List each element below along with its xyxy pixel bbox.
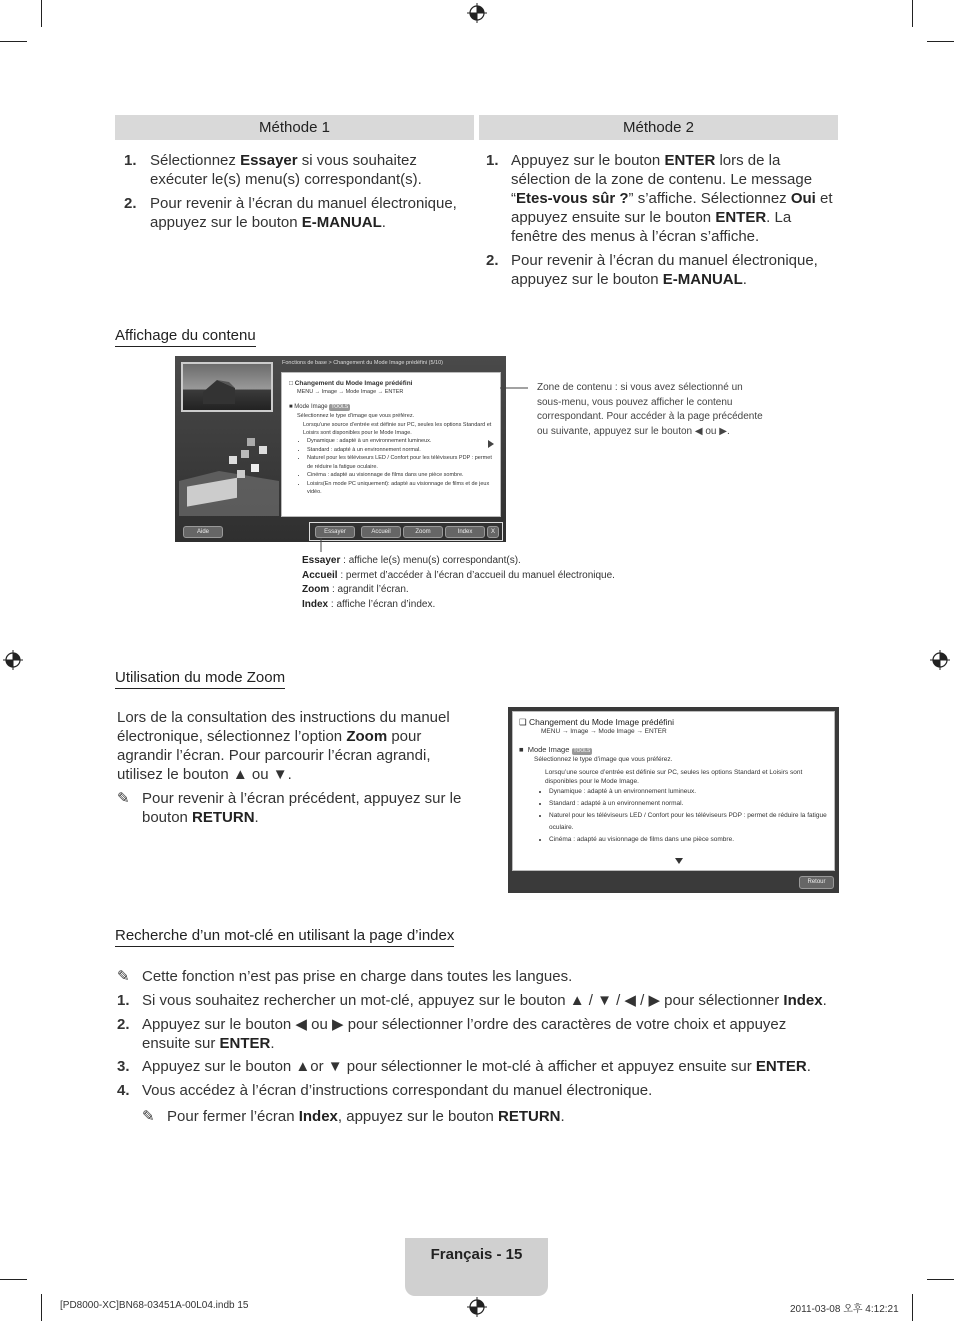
crop-mark bbox=[927, 41, 954, 42]
barn-photo-icon bbox=[183, 364, 271, 410]
panel-bullet-item: • Loisirs(En mode PC uniquement): adapté au visionnage de films et de jeux vidéo. bbox=[307, 480, 493, 497]
content-zone-callout: Zone de contenu : si vous avez sélectionné un sous-menu, vous pouvez afficher le contenu correspondant. Pour accéder à la page précédente ou suivante, appuyez sur le bouton ◀ ou ▶. bbox=[537, 382, 763, 437]
index-step: 3. Appuyez sur le bouton ▲or ▼ pour sélectionner le mot-clé à afficher et appuyez ensuite sur ENTER. bbox=[117, 1058, 811, 1075]
zoom-bullets bbox=[549, 786, 828, 846]
zoom-body-text: Lors de la consultation des instructions du manuel électronique, sélectionnez l’option Zoom pour agrandir l’écran. Pour parcourir l’écran agrandi, utilisez le bouton ▲ ou ▼. bbox=[117, 709, 450, 783]
method-2-header: Méthode 2 bbox=[479, 115, 838, 140]
section-title-index: Recherche d’un mot-clé en utilisant la page d’index bbox=[115, 927, 454, 947]
zoom-bullet-item: • Dynamique : adapté à un environnement lumineux. bbox=[549, 786, 828, 798]
crop-mark bbox=[912, 0, 913, 27]
crop-mark bbox=[927, 1279, 954, 1280]
index-step: 2. Appuyez sur le bouton ◀ ou ▶ pour sélectionner l’ordre des caractères de votre choix et appuyez ensuite sur ENTER. bbox=[117, 1016, 787, 1052]
essayer-button[interactable]: Essayer bbox=[315, 526, 355, 538]
section-title-zoom: Utilisation du mode Zoom bbox=[115, 669, 285, 689]
page-number-label: Français - 15 bbox=[430, 1246, 523, 1263]
panel-mode-image: ■ Mode Image TOOLS bbox=[289, 404, 349, 410]
method-1-step: 1. Sélectionnez Essayer si vous souhaitez exécuter le(s) menu(s) correspondant(s). bbox=[124, 151, 474, 189]
method-2-step-text: Pour revenir à l’écran du manuel électronique, appuyez sur le bouton E-MANUAL. bbox=[511, 252, 818, 288]
legend-pointer-line bbox=[318, 538, 324, 552]
method-2-step: 1. Appuyez sur le bouton ENTER lors de la sélection de la zone de contenu. Le message “Etes-vous sûr ?” s’affiche. Sélectionnez Oui et appuyez ensuite sur le bouton ENTER. La fenêtre des menus à l’écran s’affiche. bbox=[486, 151, 836, 246]
panel-bullet-item: • Dynamique : adapté à un environnement lumineux. bbox=[307, 437, 493, 446]
zoom-content-panel[interactable] bbox=[512, 711, 835, 871]
zoom-bullet-item: • Standard : adapté à un environnement normal. bbox=[549, 798, 828, 810]
note-pencil-icon: ✎ bbox=[117, 968, 130, 985]
date-info: 2011-03-08 오후 4:12:21 bbox=[790, 1304, 899, 1315]
accueil-button[interactable]: Accueil bbox=[361, 526, 401, 538]
file-info: [PD8000-XC]BN68-03451A-00L04.indb 15 bbox=[60, 1300, 249, 1311]
method-1-step-text: Sélectionnez Essayer si vous souhaitez exécuter le(s) menu(s) correspondant(s). bbox=[150, 152, 422, 188]
emanual-graphic-icon bbox=[179, 426, 279, 516]
zoom-bullet-item: • Cinéma : adapté au visionnage de films dans une pièce sombre. bbox=[549, 834, 828, 846]
crop-mark bbox=[41, 0, 42, 27]
panel-path: MENU → Image → Mode Image → ENTER bbox=[297, 389, 404, 395]
legend-item: Index : affiche l’écran d’index. bbox=[302, 598, 436, 610]
next-page-arrow-icon[interactable] bbox=[488, 440, 494, 448]
method-2-step: 2. Pour revenir à l’écran du manuel électronique, appuyez sur le bouton E-MANUAL. bbox=[486, 251, 836, 289]
method-1-step: 2. Pour revenir à l’écran du manuel électronique, appuyez sur le bouton E-MANUAL. bbox=[124, 194, 474, 232]
panel-note: Lorsqu’une source d’entrée est définie sur PC, seules les options Standard et Loisirs sont disponibles pour le Mode Image. bbox=[303, 422, 492, 436]
thumbnail-image bbox=[181, 362, 273, 412]
crop-mark bbox=[912, 1294, 913, 1321]
crop-mark bbox=[41, 1294, 42, 1321]
panel-bullet-item: • Naturel pour les téléviseurs LED / Confort pour les téléviseurs PDP : permet de réduire la fatigue oculaire. bbox=[307, 454, 493, 471]
panel-select-type: Sélectionnez le type d’image que vous préférez. bbox=[297, 413, 415, 419]
crop-mark bbox=[0, 1279, 27, 1280]
registration-mark-icon bbox=[467, 3, 487, 23]
retour-button[interactable]: Retour bbox=[799, 876, 834, 889]
legend-item: Essayer : affiche le(s) menu(s) correspondant(s). bbox=[302, 555, 521, 566]
panel-bullet-item: • Cinéma : adapté au visionnage de films dans une pièce sombre. bbox=[307, 471, 493, 480]
method-1-step-text: Pour revenir à l’écran du manuel électronique, appuyez sur le bouton E-MANUAL. bbox=[150, 195, 457, 231]
legend-item: Zoom : agrandit l’écran. bbox=[302, 584, 409, 595]
panel-bullet-item: • Standard : adapté à un environnement normal. bbox=[307, 446, 493, 455]
registration-mark-icon bbox=[3, 650, 23, 670]
content-area-panel[interactable] bbox=[281, 372, 501, 517]
registration-mark-icon bbox=[467, 1297, 487, 1317]
method-1-header: Méthode 1 bbox=[115, 115, 474, 140]
aide-button[interactable]: Aide bbox=[183, 526, 223, 538]
zoom-note: Lorsqu’une source d’entrée est définie sur PC, seules les options Standard et Loisirs sont disponibles pour le Mode Image. bbox=[545, 769, 803, 785]
callout-line bbox=[500, 385, 530, 391]
zoom-button[interactable]: Zoom bbox=[403, 526, 443, 538]
index-note bbox=[117, 967, 837, 986]
method-2-step-text: Appuyez sur le bouton ENTER lors de la sélection de la zone de contenu. Le message “Etes-vous sûr ?” s’affiche. Sélectionnez Oui et appuyez ensuite sur le bouton ENTER. La fenêtre des menus à l’écran s’affiche. bbox=[511, 152, 833, 245]
index-sub-note-text: Pour fermer l’écran Index, appuyez sur le bouton RETURN. bbox=[167, 1108, 565, 1125]
index-button[interactable]: Index bbox=[445, 526, 485, 538]
index-step: 4. Vous accédez à l’écran d’instructions correspondant du manuel électronique. bbox=[117, 1082, 653, 1099]
zoom-screen-mockup bbox=[508, 707, 839, 893]
zoom-panel-path: MENU → Image → Mode Image → ENTER bbox=[541, 728, 667, 735]
section-title-content: Affichage du contenu bbox=[115, 327, 256, 347]
index-note-text: Cette fonction n’est pas prise en charge dans toutes les langues. bbox=[142, 968, 573, 985]
zoom-panel-title: ❑ Changement du Mode Image prédéfini bbox=[519, 717, 675, 727]
crop-mark bbox=[0, 41, 27, 42]
zoom-note-text: Pour revenir à l’écran précédent, appuyez sur le bouton RETURN. bbox=[142, 790, 462, 826]
zoom-mode-image: ■ Mode Image TOOLS bbox=[519, 745, 591, 754]
index-sub-note bbox=[142, 1107, 842, 1126]
zoom-select-type: Sélectionnez le type d’image que vous préférez. bbox=[534, 756, 673, 763]
buttons-legend bbox=[302, 554, 722, 612]
note-pencil-icon: ✎ bbox=[117, 790, 130, 807]
close-button[interactable]: X bbox=[487, 526, 499, 538]
screen-breadcrumb: Fonctions de base > Changement du Mode Image prédéfini (5/10) bbox=[282, 360, 443, 366]
panel-title: □ Changement du Mode Image prédéfini bbox=[289, 380, 413, 387]
zoom-bullet-item: • Naturel pour les téléviseurs LED / Confort pour les téléviseurs PDP : permet de réduire la fatigue oculaire. bbox=[549, 810, 828, 834]
panel-bullets bbox=[307, 437, 493, 497]
registration-mark-icon bbox=[930, 650, 950, 670]
zoom-note bbox=[117, 789, 477, 827]
legend-item: Accueil : permet d’accéder à l’écran d’accueil du manuel électronique. bbox=[302, 569, 615, 581]
note-pencil-icon: ✎ bbox=[142, 1108, 155, 1125]
index-step: 1. Si vous souhaitez rechercher un mot-clé, appuyez sur le bouton ▲ / ▼ / ◀ / ▶ pour sélectionner Index. bbox=[117, 992, 827, 1009]
tv-screen-mockup bbox=[175, 356, 506, 542]
scroll-down-arrow-icon[interactable] bbox=[675, 858, 683, 864]
